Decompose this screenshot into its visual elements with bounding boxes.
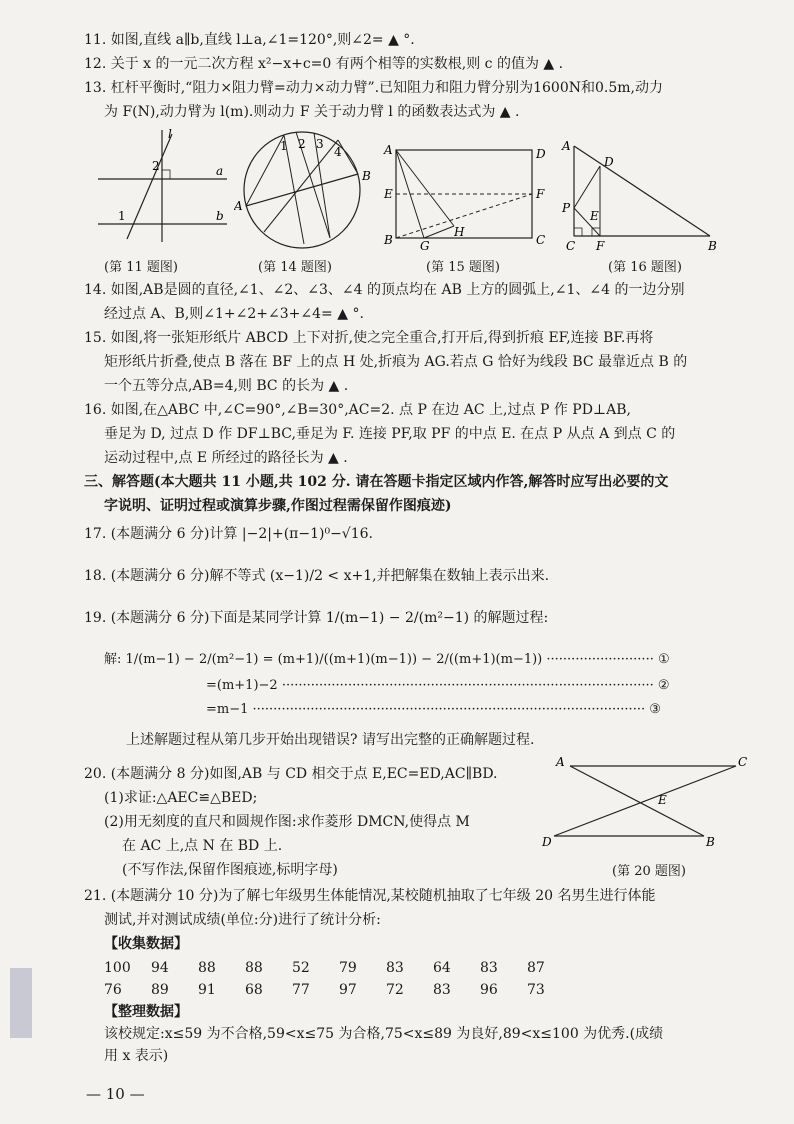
question-18: 18. (本题满分 6 分)解不等式 (x−1)/2 < x+1,并把解集在数轴上表示出来. xyxy=(84,568,550,584)
section-3-heading-line1: 三、解答题(本大题共 11 小题,共 102 分. 请在答题卡指定区域内作答,解答时应写出必要的文 xyxy=(84,474,669,490)
caption-fig15: (第 15 题图) xyxy=(426,260,500,275)
figure-20 xyxy=(540,754,750,854)
label-fig20-B: B xyxy=(706,835,715,849)
grading-rule-line1: 该校规定:x≤59 为不合格,59<x≤75 为合格,75<x≤89 为良好,89<x≤100 为优秀.(成绩 xyxy=(104,1026,664,1042)
caption-fig14: (第 14 题图) xyxy=(258,260,332,275)
label-fig15-F: F xyxy=(536,187,545,201)
question-20-part1: (1)求证:△AEC≌△BED; xyxy=(104,790,258,806)
scores-row-1 xyxy=(104,958,574,978)
score-cell: 76 xyxy=(104,982,122,998)
score-cell: 89 xyxy=(151,982,169,998)
question-11: 11. 如图,直线 a∥b,直线 l⊥a,∠1=120°,则∠2= ▲ °. xyxy=(84,32,415,48)
label-fig15-C: C xyxy=(536,233,546,247)
question-21-line1: 21. (本题满分 10 分)为了解七年级男生体能情况,某校随机抽取了七年级 20 名男生进行体能 xyxy=(84,888,656,904)
section-3-heading-line2: 字说明、证明过程或演算步骤,作图过程需保留作图痕迹) xyxy=(104,498,452,514)
figure-11 xyxy=(92,124,232,252)
question-19-prompt: 上述解题过程从第几步开始出现错误? 请写出完整的正确解题过程. xyxy=(126,732,535,748)
organize-data-heading: 【整理数据】 xyxy=(104,1004,188,1020)
figure-15 xyxy=(380,140,550,252)
label-fig14-1: 1 xyxy=(280,139,288,153)
label-l: l xyxy=(168,127,172,141)
question-14-line2: 经过点 A、B,则∠1+∠2+∠3+∠4= ▲ °. xyxy=(104,306,364,322)
label-fig20-E: E xyxy=(658,793,667,807)
score-cell: 100 xyxy=(104,960,131,976)
question-20-note: (不写作法,保留作图痕迹,标明字母) xyxy=(122,862,338,878)
score-cell: 77 xyxy=(292,982,310,998)
score-cell: 88 xyxy=(245,960,263,976)
label-angle-1: 1 xyxy=(118,209,126,223)
label-fig14-A: A xyxy=(234,199,243,213)
label-fig15-E: E xyxy=(384,187,393,201)
score-cell: 83 xyxy=(480,960,498,976)
scores-row-2 xyxy=(104,980,574,1000)
label-fig20-C: C xyxy=(738,755,748,769)
label-fig14-B: B xyxy=(362,169,371,183)
page-number: — 10 — xyxy=(86,1085,145,1103)
caption-fig20: (第 20 题图) xyxy=(612,864,686,879)
question-16-line1: 16. 如图,在△ABC 中,∠C=90°,∠B=30°,AC=2. 点 P 在边 AC 上,过点 P 作 PD⊥AB, xyxy=(84,402,631,418)
label-fig16-D: D xyxy=(604,155,614,169)
question-14-line1: 14. 如图,AB是圆的直径,∠1、∠2、∠3、∠4 的顶点均在 AB 上方的圆弧上,∠1、∠4 的一边分别 xyxy=(84,282,685,298)
page-edge-tab xyxy=(10,968,32,1038)
label-a: a xyxy=(216,164,224,178)
score-cell: 88 xyxy=(198,960,216,976)
score-cell: 97 xyxy=(339,982,357,998)
score-cell: 64 xyxy=(433,960,451,976)
solution-step-3: =m−1 ······························································································· ③ xyxy=(206,702,661,717)
label-fig14-3: 3 xyxy=(316,137,324,151)
label-fig15-A: A xyxy=(384,143,393,157)
question-13-line2: 为 F(N),动力臂为 l(m).则动力 F 关于动力臂 l 的函数表达式为 ▲ . xyxy=(104,104,520,120)
solution-step-2: =(m+1)−2 ·························································································· ② xyxy=(206,678,670,693)
label-fig20-D: D xyxy=(542,835,552,849)
label-fig16-E: E xyxy=(590,209,599,223)
score-cell: 83 xyxy=(386,960,404,976)
label-fig16-B: B xyxy=(708,239,717,252)
label-fig15-D: D xyxy=(536,147,546,161)
question-15-line3: 一个五等分点,AB=4,则 BC 的长为 ▲ . xyxy=(104,378,349,394)
collect-data-heading: 【收集数据】 xyxy=(104,936,188,952)
question-19: 19. (本题满分 6 分)下面是某同学计算 1/(m−1) − 2/(m²−1) 的解题过程: xyxy=(84,610,549,626)
label-fig16-C: C xyxy=(566,239,576,252)
label-fig20-A: A xyxy=(556,755,565,769)
label-b: b xyxy=(216,209,224,223)
score-cell: 52 xyxy=(292,960,310,976)
question-20: 20. (本题满分 8 分)如图,AB 与 CD 相交于点 E,EC=ED,AC∥BD. xyxy=(84,766,498,782)
score-cell: 79 xyxy=(339,960,357,976)
question-20-part2-cont: 在 AC 上,点 N 在 BD 上. xyxy=(122,838,283,854)
question-21-line2: 测试,并对测试成绩(单位:分)进行了统计分析: xyxy=(104,912,381,928)
question-15-line1: 15. 如图,将一张矩形纸片 ABCD 上下对折,使之完全重合,打开后,得到折痕 EF,连接 BF.再将 xyxy=(84,330,654,346)
score-cell: 96 xyxy=(480,982,498,998)
label-fig14-2: 2 xyxy=(298,137,306,151)
question-12: 12. 关于 x 的一元二次方程 x²−x+c=0 有两个相等的实数根,则 c 的值为 ▲ . xyxy=(84,56,564,72)
score-cell: 87 xyxy=(527,960,545,976)
question-16-line2: 垂足为 D, 过点 D 作 DF⊥BC,垂足为 F. 连接 PF,取 PF 的中点 E. 在点 P 从点 A 到点 C 的 xyxy=(104,426,676,442)
score-cell: 83 xyxy=(433,982,451,998)
label-fig15-G: G xyxy=(420,239,430,252)
label-fig15-B: B xyxy=(384,233,393,247)
caption-fig11: (第 11 题图) xyxy=(104,260,178,275)
question-16-line3: 运动过程中,点 E 所经过的路径长为 ▲ . xyxy=(104,450,348,466)
label-fig16-P: P xyxy=(562,201,571,215)
grading-rule-line2: 用 x 表示) xyxy=(104,1048,169,1064)
question-17: 17. (本题满分 6 分)计算 |−2|+(π−1)⁰−√16. xyxy=(84,526,373,542)
score-cell: 73 xyxy=(527,982,545,998)
label-fig15-H: H xyxy=(454,225,465,239)
question-20-part2: (2)用无刻度的直尺和圆规作图:求作菱形 DMCN,使得点 M xyxy=(104,814,470,830)
figure-16 xyxy=(560,138,720,252)
figure-14 xyxy=(234,126,372,254)
question-13-line1: 13. 杠杆平衡时,“阻力×阻力臂=动力×动力臂”.已知阻力和阻力臂分别为1600N和0.5m,动力 xyxy=(84,80,663,96)
label-angle-2: 2 xyxy=(152,159,160,173)
label-fig14-4: 4 xyxy=(334,145,342,159)
score-cell: 91 xyxy=(198,982,216,998)
question-15-line2: 矩形纸片折叠,使点 B 落在 BF 上的点 H 处,折痕为 AG.若点 G 恰好为线段 BC 最靠近点 B 的 xyxy=(104,354,688,370)
label-fig16-F: F xyxy=(596,239,605,252)
label-fig16-A: A xyxy=(562,139,571,153)
caption-fig16: (第 16 题图) xyxy=(608,260,682,275)
score-cell: 68 xyxy=(245,982,263,998)
score-cell: 94 xyxy=(151,960,169,976)
score-cell: 72 xyxy=(386,982,404,998)
solution-step-1: 解: 1/(m−1) − 2/(m²−1) = (m+1)/((m+1)(m−1)) − 2/((m+1)(m−1)) ·························· ① xyxy=(104,652,670,667)
